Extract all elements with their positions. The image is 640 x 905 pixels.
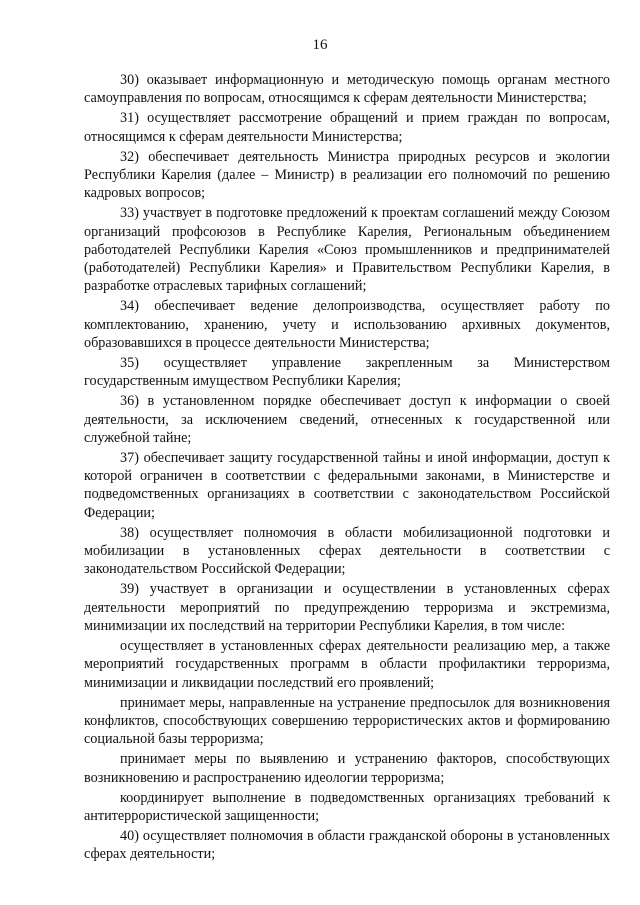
paragraph-item-33: 33) участвует в подготовке предложений к проектам соглашений между Союзом организаций профсоюзов в Республике Карелия, Региональным объединением работодателей Республики Карелия «Союз промышленников и предпринимателей (работодателей) Республики Карелия» и Правительством Республики Карелия, в разработке отраслевых тарифных соглашений;	[84, 205, 610, 295]
sub-paragraph-antiterror-protection: координирует выполнение в подведомственных организациях требований к антитеррористической защищенности;	[84, 789, 610, 824]
document-body	[84, 71, 610, 864]
paragraph-item-36: 36) в установленном порядке обеспечивает доступ к информации о своей деятельности, за исключением сведений, отнесенных к государственной или служебной тайне;	[84, 393, 610, 446]
sub-paragraph-measures: осуществляет в установленных сферах деятельности реализацию мер, а также мероприятий государственных программ в области профилактики терроризма, минимизации и ликвидации последствий его проявлений;	[84, 638, 610, 691]
paragraph-item-30: 30) оказывает информационную и методическую помощь органам местного самоуправления по вопросам, относящимся к сферам деятельности Министерства;	[84, 72, 610, 107]
sub-paragraph-ideology: принимает меры по выявлению и устранению факторов, способствующих возникновению и распространению идеологии терроризма;	[84, 751, 610, 786]
paragraph-item-40: 40) осуществляет полномочия в области гражданской обороны в установленных сферах деятельности;	[84, 828, 610, 863]
paragraph-item-31: 31) осуществляет рассмотрение обращений и прием граждан по вопросам, относящимся к сферам деятельности Министерства;	[84, 110, 610, 145]
page-number: 16	[312, 37, 328, 53]
paragraph-item-34: 34) обеспечивает ведение делопроизводства, осуществляет работу по комплектованию, хранению, учету и использованию архивных документов, образовавшихся в процессе деятельности Министерства;	[84, 298, 610, 351]
paragraph-item-37: 37) обеспечивает защиту государственной тайны и иной информации, доступ к которой ограничен в соответствии с федеральными законами, в Министерстве и подведомственных организациях в соответствии с законодательством Российской Федерации;	[84, 450, 610, 521]
paragraph-item-32: 32) обеспечивает деятельность Министра природных ресурсов и экологии Республики Карелия (далее – Министр) в реализации его полномочий по решению кадровых вопросов;	[84, 148, 610, 202]
paragraph-item-35: 35) осуществляет управление закрепленным за Министерством государственным имуществом Республики Карелия;	[84, 355, 610, 390]
sub-paragraph-conflict-prevention: принимает меры, направленные на устранение предпосылок для возникновения конфликтов, способствующих совершению террористических актов и формированию социальной базы терроризма;	[84, 694, 610, 748]
paragraph-item-39: 39) участвует в организации и осуществлении в установленных сферах деятельности мероприятий по предупреждению терроризма и экстремизма, минимизации их последствий на территории Республики Карелия, в том числе:	[84, 581, 610, 634]
paragraph-item-38: 38) осуществляет полномочия в области мобилизационной подготовки и мобилизации в установленных сферах деятельности в соответствии с законодательством Российской Федерации;	[84, 524, 610, 578]
